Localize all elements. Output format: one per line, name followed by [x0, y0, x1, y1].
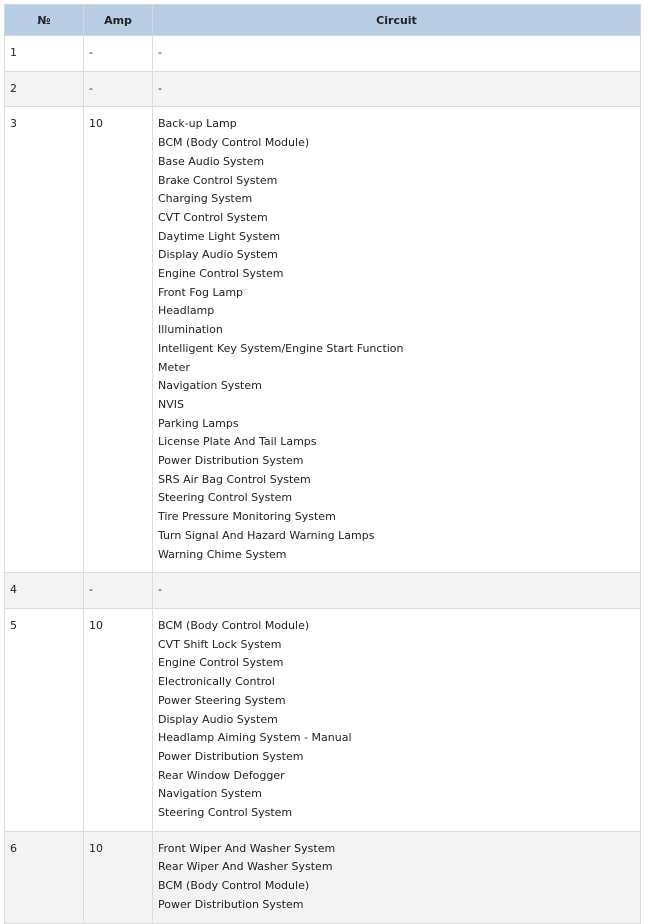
- circuit-item: Meter: [158, 360, 190, 374]
- circuit-item: Intelligent Key System/Engine Start Function: [158, 341, 404, 355]
- table-row: [5, 608, 641, 831]
- fuse-number-cell: 6: [5, 831, 84, 923]
- circuit-item: NVIS: [158, 397, 184, 411]
- circuit-item: Headlamp: [158, 304, 215, 318]
- circuit-item: Base Audio System: [158, 154, 265, 168]
- circuit-item: Navigation System: [158, 787, 262, 801]
- circuit-item: Power Distribution System: [158, 454, 304, 468]
- circuit-item: BCM (Body Control Module): [158, 136, 310, 150]
- circuit-item: BCM (Body Control Module): [158, 618, 310, 632]
- circuit-item: Steering Control System: [158, 491, 293, 505]
- circuit-cell: [153, 36, 641, 72]
- header-circuit: Circuit: [153, 5, 641, 36]
- circuit-cell: [153, 107, 641, 573]
- circuit-item: Daytime Light System: [158, 229, 281, 243]
- amp-cell: 10: [84, 831, 153, 923]
- circuit-item: Power Distribution System: [158, 897, 304, 911]
- table-row: [5, 831, 641, 923]
- fuse-number-cell: 1: [5, 36, 84, 72]
- circuit-item: -: [158, 46, 162, 59]
- circuit-item: Display Audio System: [158, 248, 278, 262]
- circuit-item: Front Fog Lamp: [158, 285, 244, 299]
- circuit-item: Charging System: [158, 192, 253, 206]
- circuit-cell: [153, 573, 641, 609]
- amp-cell: -: [84, 573, 153, 609]
- circuit-cell: [153, 608, 641, 831]
- circuit-item: Engine Control System: [158, 656, 284, 670]
- circuit-item: Engine Control System: [158, 267, 284, 281]
- fuse-number-cell: 4: [5, 573, 84, 609]
- fuse-table: [4, 4, 641, 924]
- header-row: [5, 5, 641, 36]
- circuit-item: Headlamp Aiming System - Manual: [158, 731, 352, 745]
- amp-cell: 10: [84, 608, 153, 831]
- circuit-item: Electronically Control: [158, 675, 275, 689]
- circuit-item: Parking Lamps: [158, 416, 239, 430]
- circuit-item: Front Wiper And Washer System: [158, 841, 336, 855]
- circuit-item: Navigation System: [158, 379, 262, 393]
- table-body: [5, 36, 641, 924]
- table-row: [5, 71, 641, 107]
- fuse-number-cell: 3: [5, 107, 84, 573]
- circuit-item: Display Audio System: [158, 712, 278, 726]
- table-row: [5, 36, 641, 72]
- fuse-number-cell: 2: [5, 71, 84, 107]
- circuit-item: Warning Chime System: [158, 547, 287, 561]
- circuit-item: Rear Wiper And Washer System: [158, 860, 333, 874]
- amp-cell: -: [84, 36, 153, 72]
- circuit-item: -: [158, 583, 162, 597]
- circuit-item: Turn Signal And Hazard Warning Lamps: [158, 528, 375, 542]
- circuit-cell: [153, 831, 641, 923]
- circuit-item: Tire Pressure Monitoring System: [158, 510, 336, 524]
- table-row: [5, 573, 641, 609]
- circuit-item: Illumination: [158, 323, 223, 337]
- circuit-item: Rear Window Defogger: [158, 768, 285, 782]
- circuit-cell: [153, 71, 641, 107]
- circuit-item: Steering Control System: [158, 806, 293, 820]
- circuit-item: -: [158, 81, 162, 95]
- header-amp: Amp: [84, 5, 153, 36]
- circuit-item: License Plate And Tail Lamps: [158, 435, 317, 449]
- circuit-item: Power Distribution System: [158, 749, 304, 763]
- header-number: №: [5, 5, 84, 36]
- circuit-item: SRS Air Bag Control System: [158, 472, 311, 486]
- circuit-item: BCM (Body Control Module): [158, 879, 310, 893]
- amp-cell: 10: [84, 107, 153, 573]
- circuit-item: CVT Shift Lock System: [158, 637, 282, 651]
- fuse-number-cell: 5: [5, 608, 84, 831]
- amp-cell: -: [84, 71, 153, 107]
- circuit-item: Brake Control System: [158, 173, 278, 187]
- circuit-item: CVT Control System: [158, 210, 268, 224]
- circuit-item: Back-up Lamp: [158, 117, 237, 131]
- table-row: [5, 107, 641, 573]
- circuit-item: Power Steering System: [158, 693, 286, 707]
